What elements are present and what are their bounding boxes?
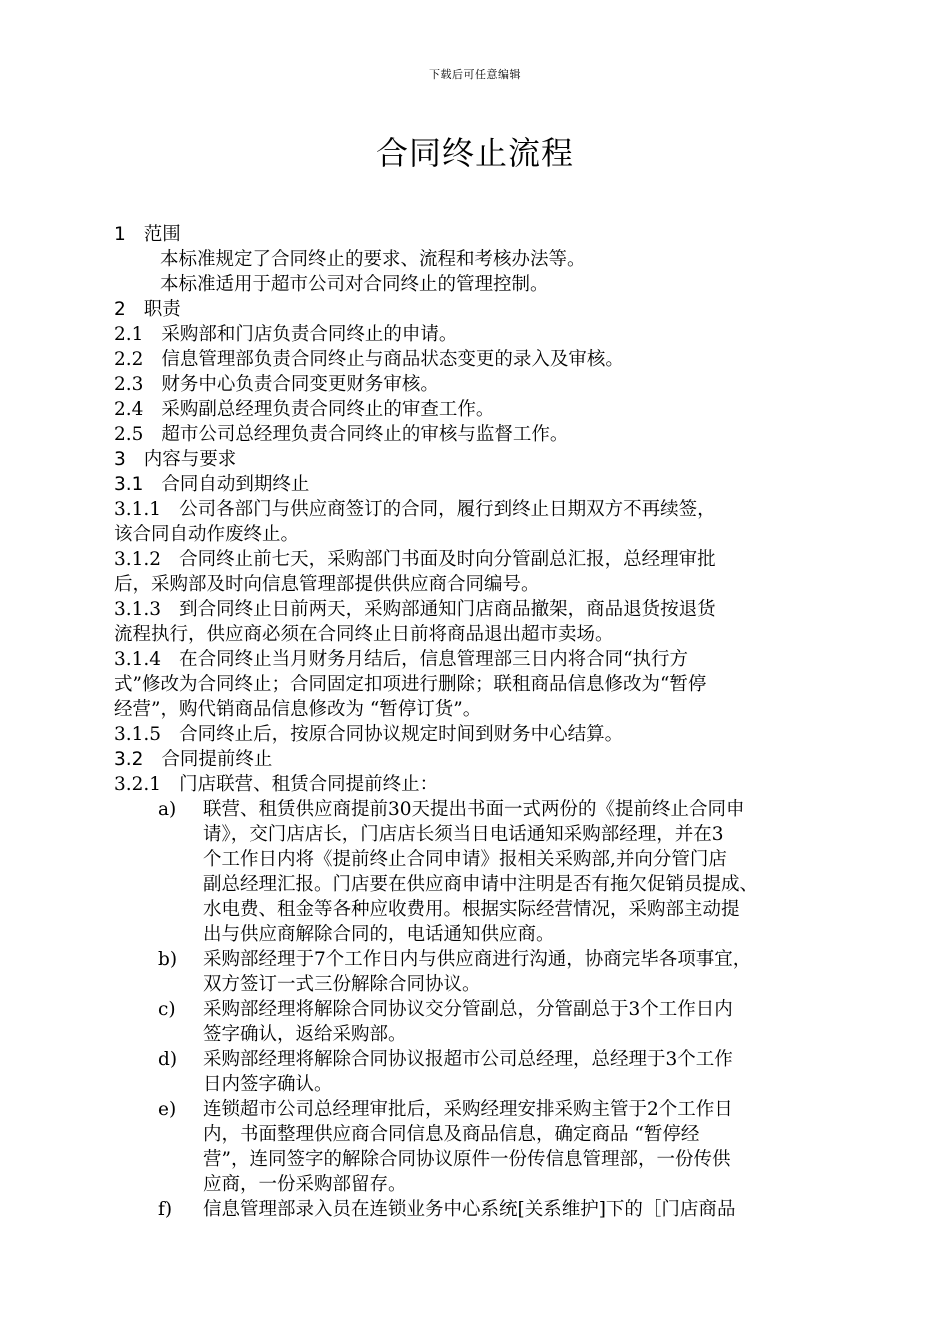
- clause-number: 3.1.4: [114, 649, 162, 670]
- lettered-item: [114, 1047, 866, 1097]
- section-number: 3: [114, 449, 126, 470]
- clause-item: [114, 497, 866, 522]
- section-heading-2: [114, 297, 866, 322]
- document-body: [114, 222, 866, 1222]
- lettered-item: [114, 947, 866, 997]
- clause-item: [114, 547, 866, 572]
- clause-number: 3.1.3: [114, 599, 162, 620]
- clause-number: 3.1.1: [114, 499, 162, 520]
- section-title: 职责: [143, 299, 181, 320]
- section-heading-3: [114, 447, 866, 472]
- item-text-line: 应商，一份采购部留存。: [203, 1174, 407, 1195]
- item-text-line: 内，书面整理供应商合同信息及商品信息，确定商品 “暂停经: [203, 1124, 700, 1145]
- item-marker: c): [158, 999, 176, 1020]
- clause-continuation: [114, 697, 866, 722]
- clause-text: 式”修改为合同终止；合同固定扣项进行删除；联租商品信息修改为“暂停: [114, 674, 707, 695]
- item-text-line: 副总经理汇报。门店要在供应商申请中注明是否有拖欠促销员提成、: [203, 874, 759, 895]
- lettered-item: [114, 1097, 866, 1197]
- clause-number: 2.1: [114, 324, 144, 345]
- clause-3-2-1: [114, 772, 866, 797]
- section-number: 1: [114, 224, 126, 245]
- section-title: 范围: [143, 224, 181, 245]
- item-text-line: 联营、租赁供应商提前30天提出书面一式两份的《提前终止合同申: [203, 799, 745, 820]
- clause-number: 2.4: [114, 399, 144, 420]
- lettered-item: [114, 997, 866, 1047]
- item-text-line: 请》，交门店店长，门店店长须当日电话通知采购部经理，并在3: [203, 824, 724, 845]
- clause-text: 流程执行，供应商必须在合同终止日前将商品退出超市卖场。: [114, 624, 614, 645]
- lettered-item: [114, 797, 866, 947]
- clause-text: 该合同自动作废终止。: [114, 524, 300, 545]
- item-text-line: 营”，连同签字的解除合同协议原件一份传信息管理部，一份传供: [203, 1149, 731, 1170]
- clause-text: 财务中心负责合同变更财务审核。: [161, 374, 439, 395]
- clause-item: [114, 647, 866, 672]
- clause-item: [114, 722, 866, 747]
- item-marker: d): [158, 1049, 178, 1070]
- clause-continuation: [114, 672, 866, 697]
- responsibility-item: [114, 397, 866, 422]
- clause-text: 采购部和门店负责合同终止的申请。: [161, 324, 458, 345]
- clause-continuation: [114, 622, 866, 647]
- clause-number: 2.5: [114, 424, 144, 445]
- item-text-line: 连锁超市公司总经理审批后，采购经理安排采购主管于2个工作日: [203, 1099, 733, 1120]
- item-marker: e): [158, 1099, 177, 1120]
- item-text-line: 出与供应商解除合同的，电话通知供应商。: [203, 924, 555, 945]
- responsibility-item: [114, 322, 866, 347]
- section-heading-1: [114, 222, 866, 247]
- paragraph: 本标准适用于超市公司对合同终止的管理控制。: [160, 274, 549, 295]
- lettered-item: [114, 1197, 866, 1222]
- subsection-heading-3-2: [114, 747, 866, 772]
- clause-number: 3.1.5: [114, 724, 162, 745]
- item-text-line: 双方签订一式三份解除合同协议。: [203, 974, 481, 995]
- item-text-line: 采购部经理将解除合同协议报超市公司总经理，总经理于3个工作: [203, 1049, 733, 1070]
- responsibility-item: [114, 347, 866, 372]
- item-marker: f): [158, 1199, 173, 1220]
- clause-text: 经营”，购代销商品信息修改为 “暂停订货”。: [114, 699, 482, 720]
- clause-number: 3.2.1: [114, 774, 162, 795]
- section-title: 内容与要求: [143, 449, 237, 470]
- item-text-line: 采购部经理于7个工作日内与供应商进行沟通，协商完毕各项事宜，: [203, 949, 752, 970]
- clause-number: 2.3: [114, 374, 144, 395]
- item-text-line: 签字确认，返给采购部。: [203, 1024, 407, 1045]
- clause-text: 门店联营、租赁合同提前终止：: [179, 774, 439, 795]
- clause-number: 3.1.2: [114, 549, 162, 570]
- item-text-line: 个工作日内将《提前终止合同申请》报相关采购部,并向分管门店: [203, 849, 727, 870]
- section-title: 合同提前终止: [161, 749, 273, 770]
- lettered-list: [114, 797, 866, 1222]
- item-text-line: 采购部经理将解除合同协议交分管副总，分管副总于3个工作日内: [203, 999, 733, 1020]
- item-text-line: 信息管理部录入员在连锁业务中心系统[关系维护]下的［门店商品: [203, 1199, 736, 1220]
- header-note: 下载后可任意编辑: [429, 68, 521, 81]
- item-text-line: 日内签字确认。: [203, 1074, 333, 1095]
- section-number: 3.1: [114, 474, 144, 495]
- item-text-line: 水电费、租金等各种应收费用。根据实际经营情况，采购部主动提: [203, 899, 740, 920]
- clause-text: 合同终止后，按原合同协议规定时间到财务中心结算。: [179, 724, 624, 745]
- clause-text: 超市公司总经理负责合同终止的审核与监督工作。: [161, 424, 569, 445]
- clause-list-3-1: [114, 497, 866, 747]
- section-number: 2: [114, 299, 126, 320]
- clause-item: [114, 597, 866, 622]
- clause-text: 在合同终止当月财务月结后，信息管理部三日内将合同“执行方: [179, 649, 689, 670]
- clause-text: 公司各部门与供应商签订的合同，履行到终止日期双方不再续签，: [179, 499, 716, 520]
- section-number: 3.2: [114, 749, 144, 770]
- clause-text: 后，采购部及时向信息管理部提供供应商合同编号。: [114, 574, 540, 595]
- responsibility-item: [114, 372, 866, 397]
- clause-text: 采购副总经理负责合同终止的审查工作。: [161, 399, 495, 420]
- section-title: 合同自动到期终止: [161, 474, 310, 495]
- document-title: 合同终止流程: [375, 134, 574, 172]
- clause-text: 合同终止前七天，采购部门书面及时向分管副总汇报，总经理审批: [179, 549, 716, 570]
- clause-text: 信息管理部负责合同终止与商品状态变更的录入及审核。: [161, 349, 624, 370]
- item-marker: a): [158, 799, 177, 820]
- subsection-heading-3-1: [114, 472, 866, 497]
- clause-continuation: [114, 572, 866, 597]
- clause-number: 2.2: [114, 349, 144, 370]
- paragraph: 本标准规定了合同终止的要求、流程和考核办法等。: [160, 249, 586, 270]
- responsibilities-list: [114, 322, 866, 447]
- clause-text: 到合同终止日前两天，采购部通知门店商品撤架，商品退货按退货: [179, 599, 716, 620]
- responsibility-item: [114, 422, 866, 447]
- item-marker: b): [158, 949, 178, 970]
- clause-continuation: [114, 522, 866, 547]
